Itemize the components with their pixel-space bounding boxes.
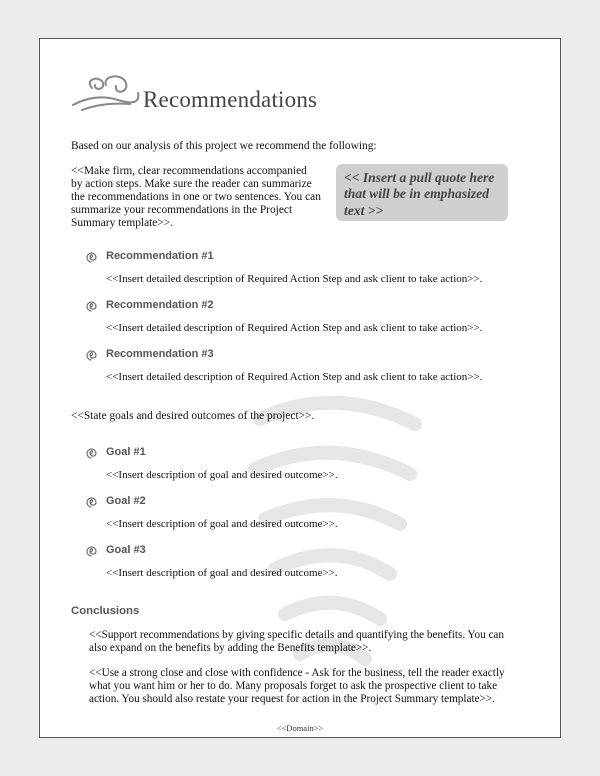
goal-heading: Goal #2 bbox=[106, 495, 146, 507]
spiral-bullet-icon bbox=[86, 252, 97, 263]
conclusions-heading: Conclusions bbox=[71, 605, 140, 617]
goal-heading: Goal #3 bbox=[106, 544, 146, 556]
goal-description: <<Insert description of goal and desired outcome>>. bbox=[106, 567, 338, 579]
document-page bbox=[39, 38, 561, 738]
recommendation-heading: Recommendation #2 bbox=[106, 299, 214, 311]
pull-quote: << Insert a pull quote here that will be in emphasized text >> bbox=[336, 164, 508, 221]
page-footer: <<Domain>> bbox=[276, 723, 324, 733]
goal-description: <<Insert description of goal and desired outcome>>. bbox=[106, 469, 338, 481]
intro-text: Based on our analysis of this project we recommend the following: bbox=[71, 140, 377, 152]
goals-intro-text: <<State goals and desired outcomes of the project>>. bbox=[71, 410, 315, 422]
page-title: Recommendations bbox=[143, 87, 318, 112]
recommendation-description: <<Insert detailed description of Required Action Step and ask client to take action>>. bbox=[106, 371, 483, 383]
spiral-bullet-icon bbox=[86, 301, 97, 312]
recommendation-heading: Recommendation #3 bbox=[106, 348, 214, 360]
goal-description: <<Insert description of goal and desired outcome>>. bbox=[106, 518, 338, 530]
conclusion-paragraph: <<Use a strong close and close with confidence - Ask for the business, tell the reader exactly what you want him or her to do. Many proposals forget to ask the prospective client to take action. You should also restate your request for action in the Project Summary template>>. bbox=[89, 667, 505, 705]
spiral-bullet-icon bbox=[86, 497, 97, 508]
spiral-bullet-icon bbox=[86, 448, 97, 459]
recommendation-description: <<Insert detailed description of Required Action Step and ask client to take action>>. bbox=[106, 273, 483, 285]
goal-heading: Goal #1 bbox=[106, 446, 146, 458]
spiral-bullet-icon bbox=[86, 350, 97, 361]
recommendation-description: <<Insert detailed description of Required Action Step and ask client to take action>>. bbox=[106, 322, 483, 334]
recommendation-heading: Recommendation #1 bbox=[106, 250, 214, 262]
spiral-bullet-icon bbox=[86, 546, 97, 557]
lead-paragraph: <<Make firm, clear recommendations accompanied by action steps. Make sure the reader can summarize the recommendations in one or two sentences. You can summarize your recommendations in the Project Summary template>>. bbox=[71, 165, 321, 229]
swirl-logo-icon bbox=[70, 73, 140, 113]
conclusion-paragraph: <<Support recommendations by giving specific details and quantifying the benefits. You can also expand on the benefits by adding the Benefits template>>. bbox=[89, 629, 504, 654]
